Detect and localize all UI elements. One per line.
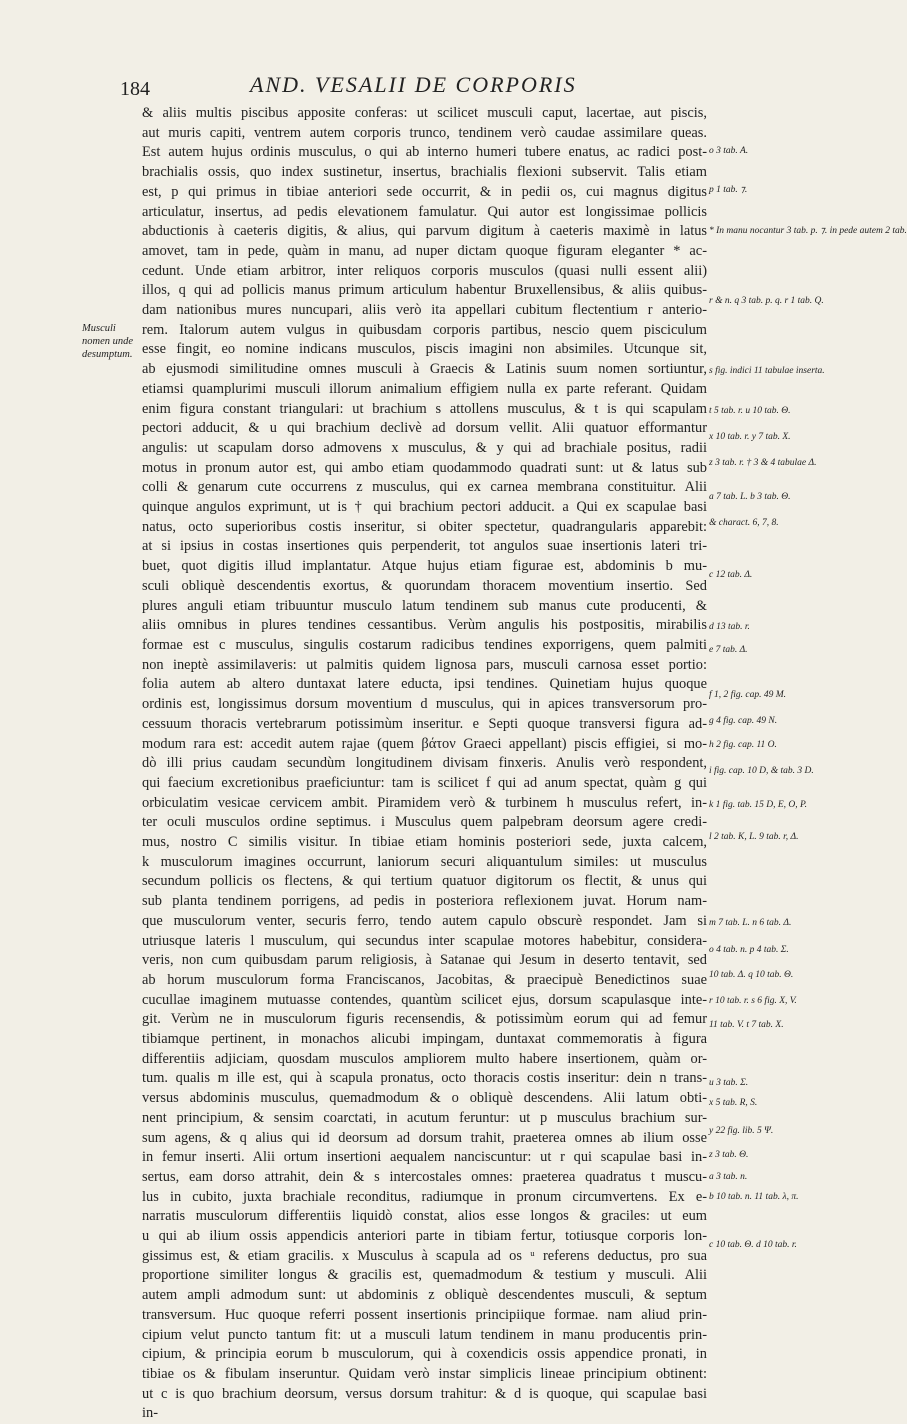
text-line: ter oculi musculos ordine septimus. i Musculus quem palpebram deorsum agere credi- <box>142 814 707 831</box>
text-line: pectori adducit, & u qui brachium declivè ad dorsum vellit. Alii quatuor efformantur <box>142 420 707 437</box>
text-line: transversum. Huc quoque referri possent insertionis principiique formae. nam aliud prin- <box>142 1306 707 1323</box>
text-line: Est autem hujus ordinis musculus, o qui ab interno humeri tubere enatus, ac radici post- <box>142 144 707 161</box>
margin-reference: r 10 tab. r. s 6 fig. X, V. <box>709 996 797 1006</box>
text-line: plures anguli etiam tribuuntur musculo latum tendinem sub manus cute producenti, & <box>142 597 707 614</box>
text-line: motus in pronum autor est, qui ambo etiam quodammodo quadrati sunt: ut & latus sub <box>142 459 707 476</box>
margin-reference: e 7 tab. Δ. <box>709 645 748 655</box>
text-line: amovet, tam in pede, quàm in manu, ad nuper dictam quoque figuram eleganter * ac- <box>142 242 707 259</box>
margin-reference: a 3 tab. n. <box>709 1172 748 1182</box>
text-line: buet, quot digitis illud implantatur. Atque hujus etiam figurae est, abdominis b mu- <box>142 558 707 575</box>
margin-reference: d 13 tab. r. <box>709 622 750 632</box>
text-line: sertus, eam dorso attrahit, dein & s intercostales omnes: praeterea quadratus t muscu- <box>142 1168 707 1185</box>
margin-reference: u 3 tab. Σ. <box>709 1078 749 1088</box>
text-line: qui faecium excretionibus praeficiuntur: tam is scilicet f qui ad anum spectat, quàm g qui <box>142 774 707 791</box>
text-line: sub planta tendinem porrigens, ad pedis in posteriora reflexionem juvat. Horum nam- <box>142 893 707 910</box>
margin-reference: a 7 tab. L. b 3 tab. Θ. <box>709 492 791 502</box>
margin-reference: c 12 tab. Δ. <box>709 570 753 580</box>
text-line: modum rara est: accedit autem rajae (quem βάτον Graeci appellant) piscis effigiei, si mo- <box>142 735 707 752</box>
margin-reference: l 2 tab. K, L. 9 tab. r, Δ. <box>709 832 799 842</box>
text-line: cessuum thoracis vertebrarum potissimùm inseritur. e Septi quoque transversi figura ad- <box>142 715 707 732</box>
text-line: nent principium, & sensim coarctati, in acutum feruntur: ut p musculus brachium sur- <box>142 1109 707 1126</box>
margin-reference: i fig. cap. 10 D, & tab. 3 D. <box>709 766 814 776</box>
text-line: u qui ab ilium ossis appendicis anteriori parte in tibiam fertur, totiusque corporis lon- <box>142 1228 707 1245</box>
margin-reference: 11 tab. V. t 7 tab. X. <box>709 1020 784 1030</box>
text-line: at si ipsius in costas insertiones quis perpenderit, tot angulos suae insertionis lateri tri- <box>142 538 707 555</box>
text-line: k musculorum imagines occurrunt, laniorum securi aliquantulum similes: ut musculus <box>142 853 707 870</box>
text-line: articulatur, insertus, ad pedis elevationem famulatur. Qui autor est longissimae pollicis <box>142 203 707 220</box>
text-line: dam nationibus mures nuncupari, aliis verò ita appellari cubitum flectentium r anterio- <box>142 302 707 319</box>
text-line: secundum pollicis os flectens, & qui tertium quatuor digitorum os flectit, & unus qui <box>142 873 707 890</box>
text-line: ordinis est, longissimus dorsum moventium d musculus, qui in apices transversorum pro- <box>142 696 707 713</box>
text-line: tibiamque pertinent, in monachos alicubi impingam, duntaxat commemoratis à figura <box>142 1031 707 1048</box>
text-line: in femur inserti. Alii ortum insertioni aequalem nanciscuntur: ut r qui scapulae basi in- <box>142 1149 707 1166</box>
text-line: cipium velut puncto tantum fit: ut a musculi latum tendinem in manu producentis prin- <box>142 1326 707 1343</box>
text-line: aut muris capiti, ventrem autem corporis trunco, tendinem verò caudae assimilare queas. <box>142 124 707 141</box>
margin-reference: x 10 tab. r. y 7 tab. X. <box>709 432 791 442</box>
margin-reference: z 3 tab. Θ. <box>709 1150 749 1160</box>
text-line: orbiculatim vesicae cervicem ambit. Piramidem verò & turbinem h musculus refert, in- <box>142 794 707 811</box>
text-line: cipium, & principia eorum b musculorum, qui à coxendicis ossis appendice pronati, in <box>142 1346 707 1363</box>
margin-reference: & charact. 6, 7, 8. <box>709 518 779 528</box>
text-line: est, p qui primus in tibiae anteriori sede occurrit, & in pedii os, cui magnus digitus <box>142 183 707 200</box>
margin-reference: z 3 tab. r. † 3 & 4 tabulae Δ. <box>709 458 817 468</box>
text-line: illos, q qui ad pollicis manus primum articulum habentur Bruxellensibus, & aliis quibus- <box>142 282 707 299</box>
margin-reference: t 5 tab. r. u 10 tab. Θ. <box>709 406 791 416</box>
page-number: 184 <box>120 78 150 100</box>
margin-reference: s fig. indici 11 tabulae inserta. <box>709 366 825 376</box>
text-line: veris, non cum quibusdam parum religiosis, à Satanae qui Jesum in deserto tentavit, sed <box>142 952 707 969</box>
margin-reference: k 1 fig. tab. 15 D, E, O, P. <box>709 800 807 810</box>
text-line: angulis: ut scapulam dorso admovens x musculus, & y qui ad brachiale positus, radii <box>142 439 707 456</box>
text-line: dò illi prius caudam secundùm longitudinem divisam finxeris. Anulis verò respondent, <box>142 755 707 772</box>
text-line: versus abdominis musculus, quemadmodum & o obliquè descendens. Alii latum obti- <box>142 1090 707 1107</box>
margin-reference: o 4 tab. n. p 4 tab. Σ. <box>709 945 789 955</box>
margin-reference: c 10 tab. Θ. d 10 tab. r. <box>709 1240 797 1250</box>
text-line: enim figura constant triangulari: ut brachium s attollens musculus, & t is qui scapulam <box>142 400 707 417</box>
text-line: narratis musculorum differentiis liquidò constat, alios esse longos & graciles: ut eum <box>142 1208 707 1225</box>
text-line: ut c is quo brachium deorsum, versus dorsum trahitur: & d is quoque, qui scapulae basi <box>142 1385 707 1402</box>
margin-reference: r & n. q 3 tab. p. q. r 1 tab. Q. <box>709 296 824 306</box>
text-line: proportione similiter longus & gracilis est, quemadmodum & testium y musculi. Alii <box>142 1267 707 1284</box>
text-line: esse fingit, eo nomine indicans musculos, piscis imagini non absimiles. Utcunque sit, <box>142 341 707 358</box>
text-line: in- <box>142 1405 158 1422</box>
text-line: formae est c musculus, singulis costarum radicibus tendines exporrigens, quem palmiti <box>142 636 707 653</box>
text-line: tum. qualis m ille est, qui à scapula pronatus, octo thoracis costis inseritur: dein n trans- <box>142 1070 707 1087</box>
running-head: AND. VESALII DE CORPORIS <box>250 72 577 97</box>
margin-reference: p 1 tab. ⁊. <box>709 185 748 195</box>
text-line: mus, nostro C similis visitur. In tibiae etiam hominis posteriori sede, juxta calcem, <box>142 834 707 851</box>
text-line: natus, octo superioribus costis inseritur, si obiter spectetur, quadrangularis apparebit: <box>142 518 707 535</box>
margin-reference: y 22 fig. lib. 5 Ψ. <box>709 1126 774 1136</box>
text-line: cedunt. Unde etiam arbitror, inter reliquos corporis musculos (quasi nulli essent alii) <box>142 262 707 279</box>
margin-reference: b 10 tab. n. 11 tab. λ, π. <box>709 1192 799 1202</box>
text-line: etiamsi quamplurimi musculi illorum animalium effigiem nulla ex parte referant. Quidam <box>142 380 707 397</box>
margin-reference: o 3 tab. A. <box>709 146 749 156</box>
text-line: folia autem ab altero duntaxat latere educta, ipsi tendines. Quinetiam hujus quoque <box>142 676 707 693</box>
text-line: quinque angulos exprimunt, ut is † qui brachium pectori adducit. a Qui ex scapulae basi <box>142 499 707 516</box>
margin-reference: f 1, 2 fig. cap. 49 M. <box>709 690 787 700</box>
margin-reference: m 7 tab. L. n 6 tab. Δ. <box>709 918 792 928</box>
text-line: git. Verùm ne in musculorum figuris recensendis, & potissimùm eorum qui ad femur <box>142 1011 707 1028</box>
text-line: tibiae os & fibulam inseruntur. Quidam verò instar simplicis lineae principium obtinent: <box>142 1366 707 1382</box>
text-line: sculi obliquè descendentis exortus, & quorundam thoracem moventium insertio. Sed <box>142 577 707 594</box>
text-line: autem ampli admodum sunt: ut abdominis z obliquè descendentes musculi, & septum <box>142 1287 707 1304</box>
body-text <box>142 104 707 1424</box>
margin-reference: h 2 fig. cap. 11 O. <box>709 740 777 750</box>
text-line: abductionis à caeteris digitis, & alius, qui parvum digitum à caeteris maximè in latus <box>142 223 707 240</box>
text-line: & aliis multis piscibus apposite conferas: ut scilicet musculi caput, lacertae, aut piscis, <box>142 105 707 121</box>
margin-reference: g 4 fig. cap. 49 N. <box>709 716 778 726</box>
text-line: brachialis ossis, quo index sustinetur, insertus, brachialis flexioni subservit. Talis etiam <box>142 164 707 181</box>
text-line: rem. Italorum autem vulgus in quibusdam corporis partibus, nescio quem pisciculum <box>142 321 707 338</box>
text-line: que musculorum venter, securis ferro, tendo autem capulo obscurè respondet. Jam si <box>142 912 707 929</box>
margin-reference: 10 tab. Δ. q 10 tab. Θ. <box>709 970 794 980</box>
text-line: aliis omnibus in plures tendines cessantibus. Verùm angulis his postpositis, mirabilis <box>142 617 707 634</box>
text-line: sum agens, & q alius qui id deorsum ad dorsum trahit, praeterea omnes ab ilium osse <box>142 1129 707 1146</box>
margin-reference: * In manu nocantur 3 tab. p. ⁊. in pede autem 2 tab. <box>709 226 907 236</box>
text-line: differentiis adjiciam, quosdam musculos ampliorem multo habere insertionem, quàm or- <box>142 1050 707 1067</box>
text-line: utriusque lateris l musculum, qui secundus inter scapulae motores habebitur, considera- <box>142 932 707 949</box>
margin-note-left: Musculi nomen unde desumptum. <box>82 323 134 360</box>
text-line: ab horum musculorum forma Franciscanos, Jacobitas, & praecipuè Benedictinos suae <box>142 971 707 988</box>
text-line: colli & genarum cute occurrens z musculus, qui ex carnea membrana constituitur. Alii <box>142 479 707 496</box>
margin-reference: x 5 tab. R, S. <box>709 1098 758 1108</box>
text-line: non ineptè assimilaveris: ut palmitis quidem lignosa pars, musculi carnosa esset portio: <box>142 656 707 673</box>
text-line: ab ejusmodi similitudine omnes musculi à Graecis & Latinis suum nomen sortiuntur, <box>142 361 707 378</box>
text-line: cucullae imaginem mutuasse contendes, quantùm scilicet ejus, dorsum scapulasque inte- <box>142 991 707 1008</box>
text-line: lus in cubito, juxta brachiale reconditus, radiumque in pronum circumvertens. Ex e- <box>142 1188 707 1205</box>
text-line: gissimus est, & etiam gracilis. x Musculus à scapula ad os ᵘ referens deductus, pro sua <box>142 1247 707 1264</box>
